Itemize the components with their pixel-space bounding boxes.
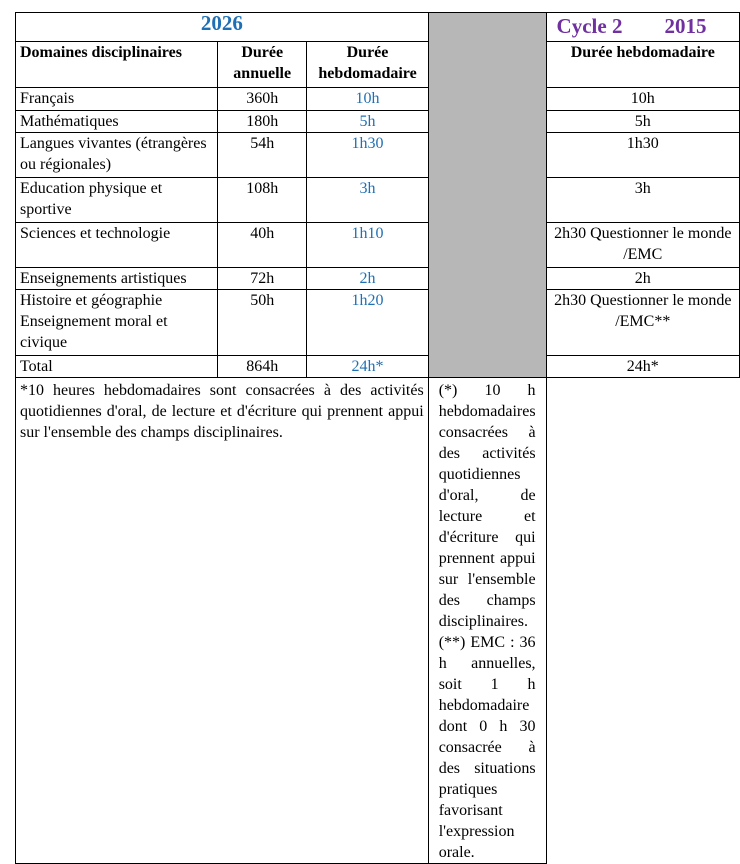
row-weekly-old: 10h <box>546 88 739 111</box>
table-row <box>16 268 740 290</box>
note-2026: *10 heures hebdomadaires sont consacrées à des activités quotidiennes d'oral, de lecture et d'écriture qui prennent appui sur l'ensemble des champs disciplinaires. <box>16 378 429 864</box>
row-weekly-old: 1h30 <box>546 133 739 178</box>
notes-2015 <box>428 378 546 864</box>
row-weekly-old: 2h30 Questionner le monde /EMC <box>546 223 739 268</box>
year-header-row <box>16 13 740 42</box>
column-header-row <box>16 42 740 88</box>
table-row <box>16 111 740 133</box>
row-weekly: 1h20 <box>307 290 428 356</box>
row-annual: 50h <box>218 290 307 356</box>
year-2026-header: 2026 <box>16 13 429 42</box>
row-weekly: 10h <box>307 88 428 111</box>
row-weekly: 3h <box>307 178 428 223</box>
row-weekly-old: 5h <box>546 111 739 133</box>
table-row <box>16 178 740 223</box>
row-domain: Enseignements artistiques <box>16 268 218 290</box>
row-weekly: 1h30 <box>307 133 428 178</box>
row-annual: 40h <box>218 223 307 268</box>
row-domain: Education physique et sportive <box>16 178 218 223</box>
table-row <box>16 290 740 356</box>
row-weekly: 1h10 <box>307 223 428 268</box>
row-annual: 180h <box>218 111 307 133</box>
col-header-annual: Durée annuelle <box>218 42 307 88</box>
total-weekly-old: 24h* <box>546 356 739 378</box>
col-header-weekly-old: Durée hebdomadaire <box>546 42 739 88</box>
total-row <box>16 356 740 378</box>
notes-row <box>16 378 740 864</box>
row-weekly-old: 3h <box>546 178 739 223</box>
note-2015-emc: (**) EMC : 36 h annuelles, soit 1 h hebdomadaire dont 0 h 30 consacrée à des situations pratiques favorisant l'expression orale. <box>438 634 536 861</box>
row-weekly: 5h <box>307 111 428 133</box>
row-domain: Mathématiques <box>16 111 218 133</box>
row-annual: 360h <box>218 88 307 111</box>
total-annual: 864h <box>218 356 307 378</box>
table-row <box>16 223 740 268</box>
column-separator <box>428 13 546 378</box>
total-label: Total <box>16 356 218 378</box>
row-domain: Langues vivantes (étrangères ou régionales) <box>16 133 218 178</box>
cycle-label: Cycle 2 <box>556 14 623 38</box>
row-domain: Sciences et technologie <box>16 223 218 268</box>
schedule-table <box>15 12 740 864</box>
row-annual: 72h <box>218 268 307 290</box>
col-header-domain: Domaines disciplinaires <box>16 42 218 88</box>
table-row <box>16 133 740 178</box>
year-2015-label: 2015 <box>664 14 707 38</box>
row-domain: Histoire et géographie Enseignement moral et civique <box>16 290 218 356</box>
row-weekly-old: 2h30 Questionner le monde /EMC** <box>546 290 739 356</box>
note-2015-asterisk: (*) 10 h hebdomadaires consacrées à des activités quotidiennes d'oral, de lecture et d'écriture qui prennent appui sur l'ensemble des champs disciplinaires. <box>438 382 536 630</box>
table-row <box>16 88 740 111</box>
col-header-weekly: Durée hebdomadaire <box>307 42 428 88</box>
row-annual: 54h <box>218 133 307 178</box>
row-weekly: 2h <box>307 268 428 290</box>
total-weekly: 24h* <box>307 356 428 378</box>
cycle-year-header <box>546 13 739 42</box>
row-annual: 108h <box>218 178 307 223</box>
row-weekly-old: 2h <box>546 268 739 290</box>
row-domain: Français <box>16 88 218 111</box>
